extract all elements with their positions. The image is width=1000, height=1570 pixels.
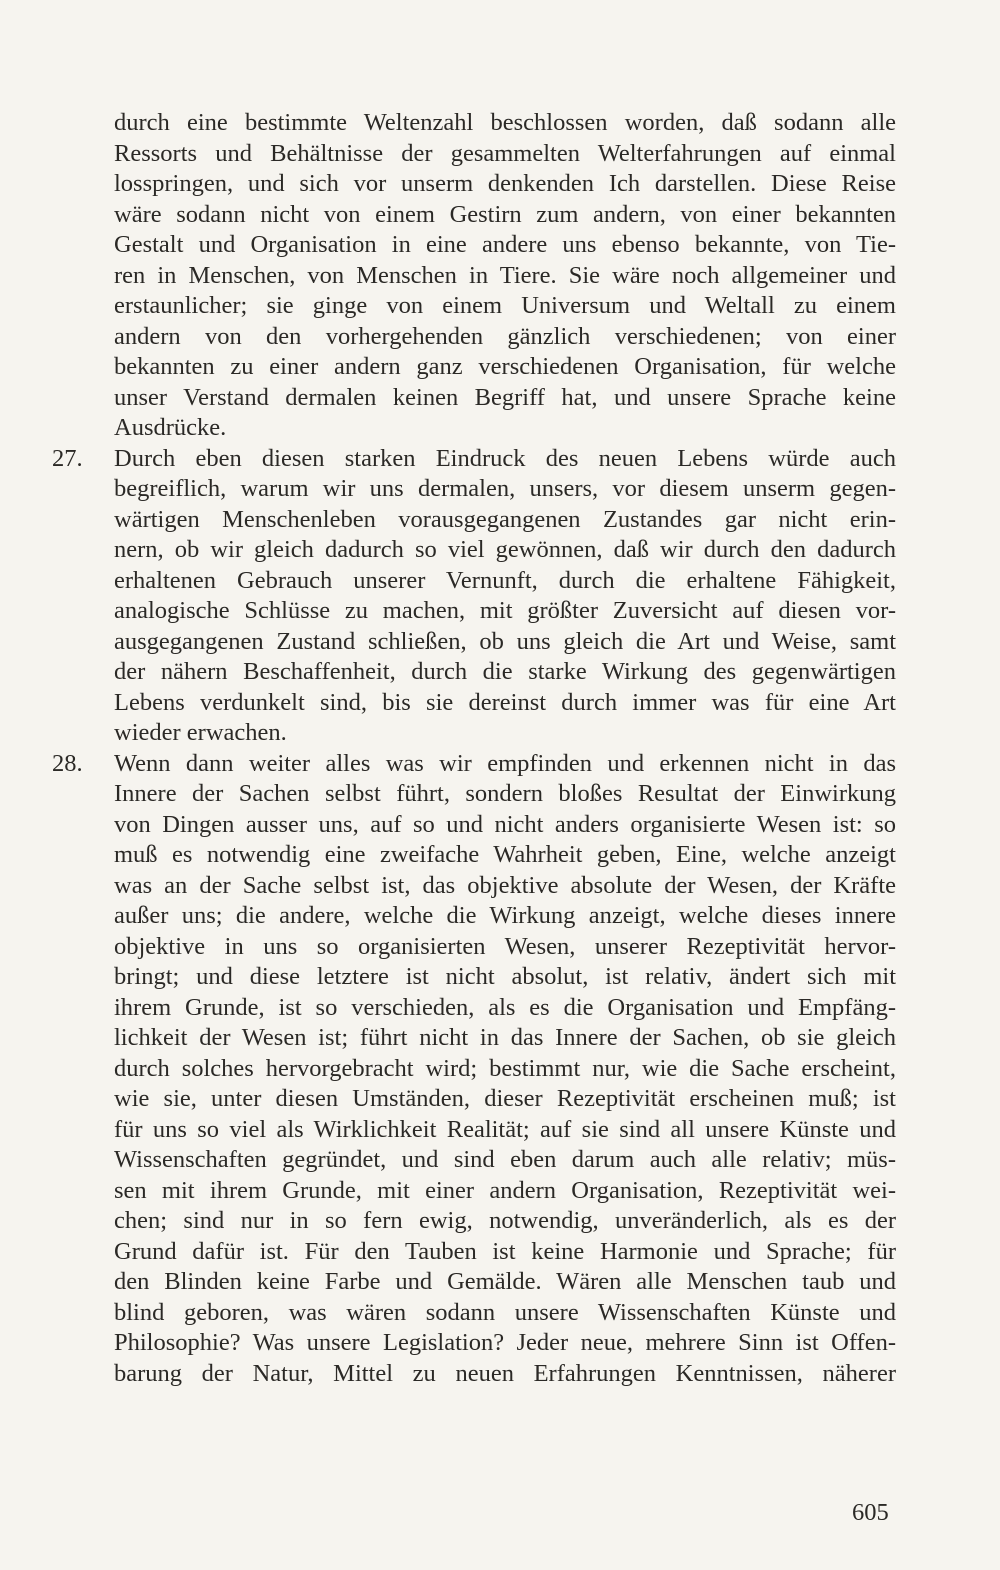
text-line: erstaunlicher; sie ginge von einem Universum und Weltall zu einem (114, 292, 896, 319)
body-text (52, 108, 896, 1389)
text-line: von Dingen ausser uns, auf so und nicht anders organisierte Wesen ist: so (114, 810, 896, 838)
text-line: erhaltenen Gebrauch unserer Vernunft, durch die erhaltene Fähigkeit, (114, 566, 896, 594)
text-line: durch solches hervorgebracht wird; bestimmt nur, wie die Sache erscheint, (114, 1054, 896, 1082)
text-line: wärtigen Menschenleben vorausgegangenen Zustandes gar nicht erin- (114, 505, 896, 533)
text-line: nern, ob wir gleich dadurch so viel gewönnen, daß wir durch den dadurch (114, 536, 896, 563)
text-line: Grund dafür ist. Für den Tauben ist keine Harmonie und Sprache; für (114, 1237, 896, 1265)
text-line: lichkeit der Wesen ist; führt nicht in das Innere der Sachen, ob sie gleich (114, 1024, 896, 1051)
paragraph (114, 108, 896, 444)
text-line: bekannten zu einer andern ganz verschiedenen Organisation, für welche (114, 353, 896, 380)
text-line: für uns so viel als Wirklichkeit Realität; auf sie sind all unsere Künste und (114, 1115, 896, 1143)
paragraph-number: 28. (52, 749, 83, 777)
text-line: unser Verstand dermalen keinen Begriff hat, und unsere Sprache keine (114, 383, 896, 411)
text-line: Wissenschaften gegründet, und sind eben darum auch alle relativ; müs- (114, 1146, 896, 1173)
text-line: chen; sind nur in so fern ewig, notwendig, unveränderlich, als es der (114, 1207, 896, 1234)
text-line: der nähern Beschaffenheit, durch die starke Wirkung des gegenwärtigen (114, 658, 896, 685)
text-line: andern von den vorhergehenden gänzlich verschiedenen; von einer (114, 322, 896, 350)
page-number: 605 (852, 1499, 889, 1526)
text-line: wieder erwachen. (114, 719, 287, 746)
text-line: durch eine bestimmte Weltenzahl beschlossen worden, daß sodann alle (114, 109, 896, 136)
text-line: wie sie, unter diesen Umständen, dieser Rezeptivität erscheinen muß; ist (114, 1085, 896, 1112)
text-line: muß es notwendig eine zweifache Wahrheit geben, Eine, welche anzeigt (114, 841, 896, 868)
text-line: analogische Schlüsse zu machen, mit größter Zuversicht auf diesen vor- (114, 597, 896, 624)
text-line: Innere der Sachen selbst führt, sondern bloßes Resultat der Einwirkung (114, 780, 896, 807)
text-line: ren in Menschen, von Menschen in Tiere. Sie wäre noch allgemeiner und (114, 261, 896, 289)
text-line: Philosophie? Was unsere Legislation? Jeder neue, mehrere Sinn ist Offen- (114, 1329, 896, 1356)
text-line: ihrem Grunde, ist so verschieden, als es die Organisation und Empfäng- (114, 993, 896, 1021)
text-line: außer uns; die andere, welche die Wirkung anzeigt, welche dieses innere (114, 902, 896, 929)
paragraph-number: 27. (52, 444, 83, 472)
text-line: was an der Sache selbst ist, das objektive absolute der Wesen, der Kräfte (114, 871, 896, 899)
text-line: barung der Natur, Mittel zu neuen Erfahrungen Kenntnissen, näherer (114, 1359, 896, 1387)
text-line: objektive in uns so organisierten Wesen, unserer Rezeptivität hervor- (114, 932, 896, 960)
text-line: Gestalt und Organisation in eine andere uns ebenso bekannte, von Tie- (114, 231, 896, 258)
text-line: bringt; und diese letztere ist nicht absolut, ist relativ, ändert sich mit (114, 963, 896, 990)
text-line: Lebens verdunkelt sind, bis sie dereinst durch immer was für eine Art (114, 688, 896, 716)
text-line: blind geboren, was wären sodann unsere Wissenschaften Künste und (114, 1298, 896, 1326)
paragraph (52, 444, 896, 749)
text-line: den Blinden keine Farbe und Gemälde. Wären alle Menschen taub und (114, 1268, 896, 1295)
text-line: begreiflich, warum wir uns dermalen, unsers, vor diesem unserm gegen- (114, 475, 896, 502)
paragraph (52, 749, 896, 1390)
text-line: Durch eben diesen starken Eindruck des neuen Lebens würde auch 27. (114, 444, 896, 475)
text-line: losspringen, und sich vor unserm denkenden Ich darstellen. Diese Reise (114, 170, 896, 197)
text-line: ausgegangenen Zustand schließen, ob uns gleich die Art und Weise, samt (114, 627, 896, 655)
text-line: Ressorts und Behältnisse der gesammelten Welterfahrungen auf einmal (114, 139, 896, 167)
text-line: wäre sodann nicht von einem Gestirn zum andern, von einer bekannten (114, 200, 896, 228)
text-line: Ausdrücke. (114, 414, 227, 441)
text-line: Wenn dann weiter alles was wir empfinden und erkennen nicht in das 28. (114, 749, 896, 780)
text-line: sen mit ihrem Grunde, mit einer andern Organisation, Rezeptivität wei- (114, 1176, 896, 1204)
